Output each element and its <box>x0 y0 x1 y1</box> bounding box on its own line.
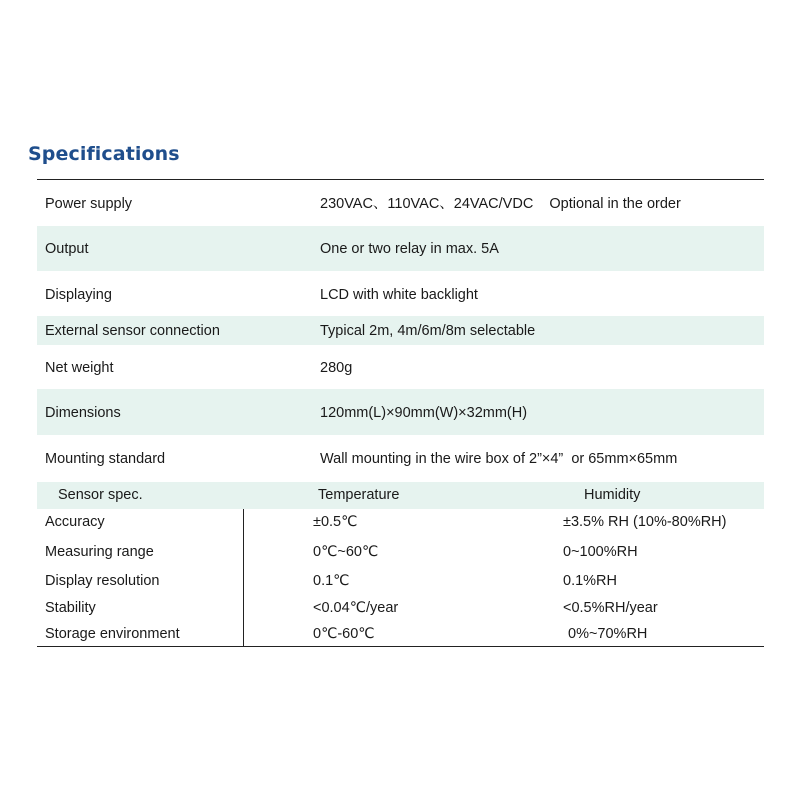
spec-value-net-weight: 280g <box>320 360 353 376</box>
sensor-table-divider <box>243 509 244 646</box>
spec-label-mounting: Mounting standard <box>45 451 166 467</box>
sensor-row-temp-measuring-range: 0℃~60℃ <box>313 544 379 560</box>
spec-value-power-supply: 230VAC、110VAC、24VAC/VDC Optional in the order <box>320 196 681 212</box>
sensor-header-humidity: Humidity <box>584 487 641 503</box>
sensor-row-label-stability: Stability <box>45 600 96 616</box>
spec-value-mounting: Wall mounting in the wire box of 2”×4” or 65mm×65mm <box>320 451 678 467</box>
sensor-row-temp-accuracy: ±0.5℃ <box>313 514 358 530</box>
sensor-row-temp-stability: <0.04℃/year <box>313 600 399 616</box>
table-bottom-rule <box>37 646 764 647</box>
sensor-header-temperature: Temperature <box>318 487 400 503</box>
sensor-row-temp-storage: 0℃-60℃ <box>313 626 375 642</box>
spec-label-displaying: Displaying <box>45 287 112 303</box>
sensor-row-hum-measuring-range: 0~100%RH <box>563 544 638 560</box>
spec-value-external-sensor: Typical 2m, 4m/6m/8m selectable <box>320 323 536 339</box>
spec-label-power-supply: Power supply <box>45 196 133 212</box>
sensor-row-temp-display-resolution: 0.1℃ <box>313 573 350 589</box>
spec-label-net-weight: Net weight <box>45 360 114 376</box>
table-top-rule <box>37 179 764 180</box>
sensor-row-hum-stability: <0.5%RH/year <box>563 600 658 616</box>
spec-value-displaying: LCD with white backlight <box>320 287 478 303</box>
sensor-row-label-storage: Storage environment <box>45 626 180 642</box>
sensor-row-hum-accuracy: ±3.5% RH (10%-80%RH) <box>563 514 727 530</box>
sensor-header-spec: Sensor spec. <box>58 487 143 503</box>
spec-value-output: One or two relay in max. 5A <box>320 241 499 257</box>
spec-value-dimensions: 120mm(L)×90mm(W)×32mm(H) <box>320 405 528 421</box>
spec-label-dimensions: Dimensions <box>45 405 121 421</box>
sensor-row-label-accuracy: Accuracy <box>45 514 105 530</box>
sensor-header-band <box>37 482 764 509</box>
sensor-row-hum-display-resolution: 0.1%RH <box>563 573 617 589</box>
spec-label-external-sensor: External sensor connection <box>45 323 220 339</box>
sensor-row-label-display-resolution: Display resolution <box>45 573 160 589</box>
page-title: Specifications <box>28 143 180 165</box>
sensor-row-label-measuring-range: Measuring range <box>45 544 154 560</box>
spec-label-output: Output <box>45 241 89 257</box>
sensor-row-hum-storage: 0%~70%RH <box>568 626 648 642</box>
